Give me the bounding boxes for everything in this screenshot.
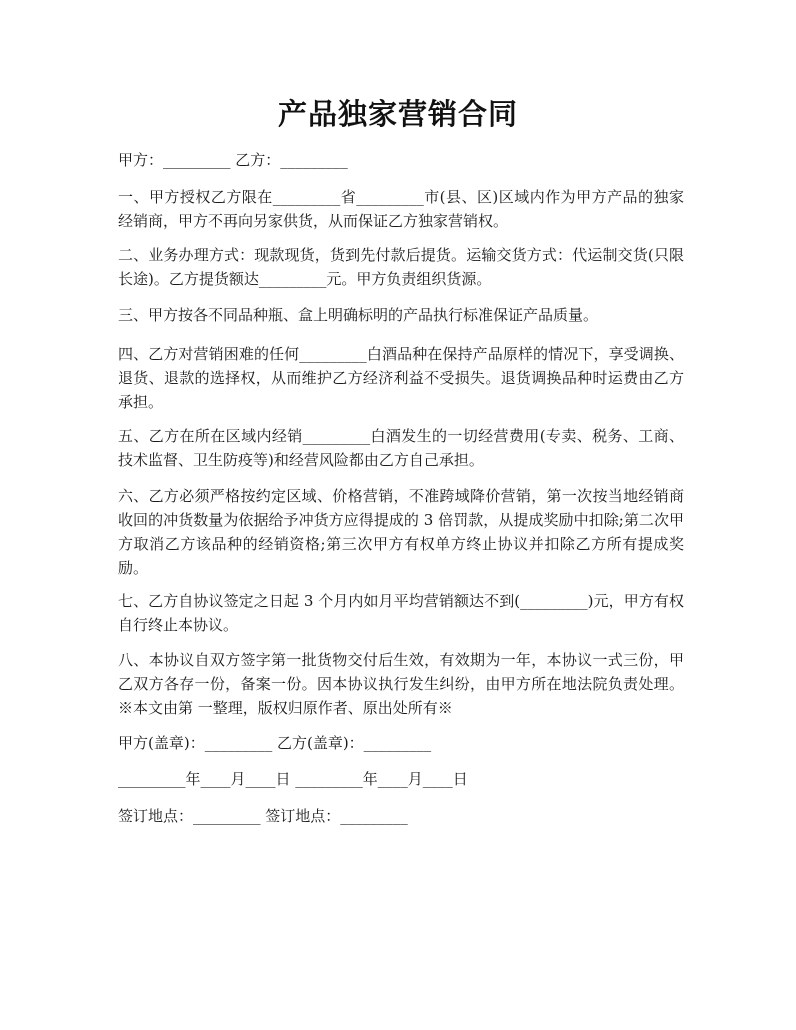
clause-8: 八、本协议自双方签字第一批货物交付后生效，有效期为一年，本协议一式三份，甲乙双方各存一份，备案一份。因本协议执行发生纠纷，由甲方所在地法院负责处理。※本文由第 一整理，版权归原作者、原出处所有※ <box>118 651 684 717</box>
clause-7: 七、乙方自协议签定之日起 3 个月内如月平均营销额达不到(_________)元，甲方有权自行终止本协议。 <box>118 592 684 634</box>
clause-6: 六、乙方必须严格按约定区域、价格营销，不准跨域降价营销，第一次按当地经销商收回的冲货数量为依据给予冲货方应得提成的 3 倍罚款，从提成奖励中扣除;第二次甲方取消乙方该品种的经销资格;第三次甲方有权单方终止协议并扣除乙方所有提成奖励。 <box>118 487 684 577</box>
document-title: 产品独家营销合同 <box>277 97 518 131</box>
date-line: _________年____月____日 _________年____月____日 <box>118 770 468 788</box>
clause-3: 三、甲方按各不同品种瓶、盒上明确标明的产品执行标准保证产品质量。 <box>118 306 599 324</box>
parties-line: 甲方：_________ 乙方：_________ <box>118 151 348 169</box>
clause-5: 五、乙方在所在区域内经销_________白酒发生的一切经营费用(专卖、税务、工商、技术监督、卫生防疫等)和经营风险都由乙方自己承担。 <box>118 427 684 469</box>
signing-place-line: 签订地点：_________ 签订地点：_________ <box>118 807 408 825</box>
clause-1: 一、甲方授权乙方限在_________省_________市(县、区)区域内作为甲方产品的独家经销商，甲方不再向另家供货，从而保证乙方独家营销权。 <box>118 188 684 230</box>
clause-4: 四、乙方对营销困难的任何_________白酒品种在保持产品原样的情况下，享受调换、退货、退款的选择权，从而维护乙方经济利益不受损失。退货调换品种时运费由乙方承担。 <box>118 345 684 411</box>
seal-line: 甲方(盖章)：_________ 乙方(盖章)：_________ <box>118 734 432 752</box>
clause-2: 二、业务办理方式：现款现货，货到先付款后提货。运输交货方式：代运制交货(只限长途)。乙方提货额达_________元。甲方负责组织货源。 <box>118 246 684 288</box>
